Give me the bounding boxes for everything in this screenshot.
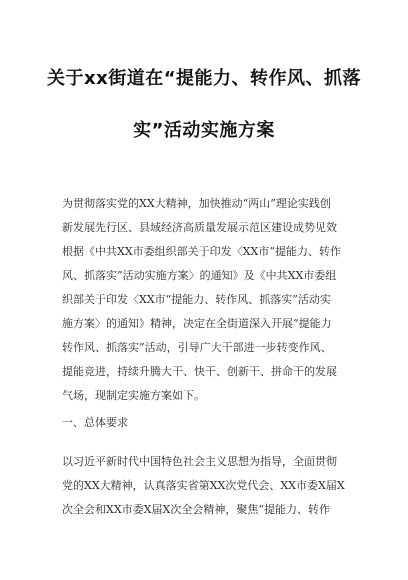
section-heading: 一、总体要求 <box>62 416 128 429</box>
paragraph-line: 新发展先行区、县域经济高质量发展示范区建设成势见效 <box>62 221 337 234</box>
paragraph-line: 气场，现制定实施方案如下。 <box>62 389 205 402</box>
intro-paragraph <box>62 192 362 408</box>
paragraph-line: 织部关于印发〈XX市“提能力、转作风、抓落实”活动实 <box>62 293 331 306</box>
document-title-line-2: 实”活动实施方案 <box>133 120 275 141</box>
paragraph-line: 党的XX大精神，认真落实省第XX次党代会、XX市委X届X <box>62 479 345 492</box>
paragraph-line: 为贯彻落实党的XX大精神，加快推动“两山”理论实践创 <box>62 197 331 210</box>
body-paragraph <box>62 450 362 522</box>
paragraph-line: 以习近平新时代中国特色社会主义思想为指导，全面贯彻 <box>62 455 337 468</box>
paragraph-line: 施方案〉的通知》精神，决定在全街道深入开展“提能力 <box>62 317 332 330</box>
paragraph-line: 转作风、抓落实”活动，引导广大干部进一步转变作风、 <box>62 341 332 354</box>
paragraph-line: 次全会和XX市委X届X次全会精神，聚焦“提能力、转作 <box>62 503 330 516</box>
paragraph-line: 提能竞进，持续升腾大干、快干、创新干、拼命干的发展 <box>62 365 337 378</box>
paragraph-line: 风、抓落实”活动实施方案〉的通知》及《中共XX市委组 <box>62 269 337 282</box>
paragraph-line: 根据《中共XX市委组织部关于印发〈XX市“提能力、转作 <box>62 245 341 258</box>
document-title-line-1: 关于xx街道在“提能力、转作风、抓落 <box>46 68 362 89</box>
